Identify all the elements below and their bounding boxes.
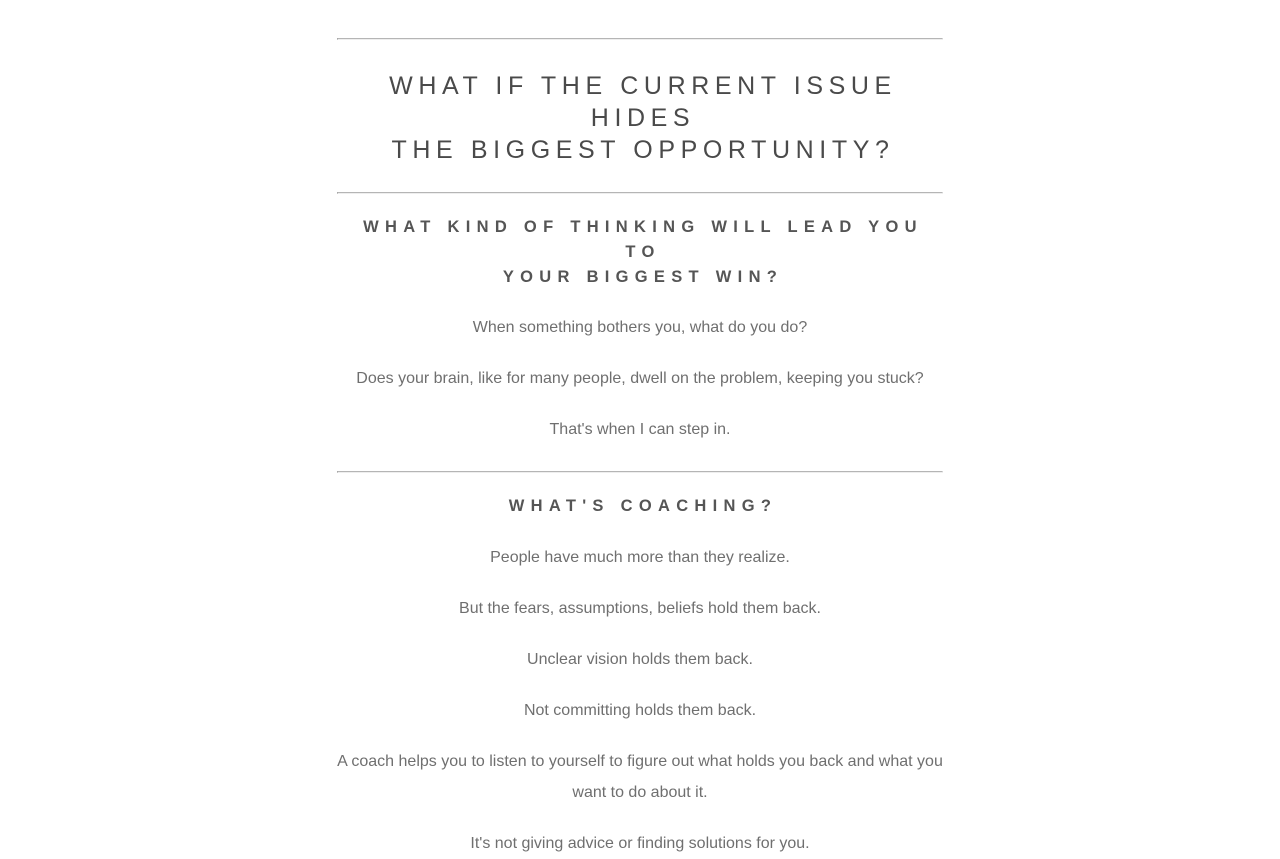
paragraph: Unclear vision holds them back. [527,651,753,668]
section-coaching [337,494,943,859]
divider-hero [337,192,943,194]
paragraph: It's not giving advice or finding solutions for you. [470,835,810,852]
hero-title [337,70,943,166]
content-column [337,0,943,859]
section-coaching-title: WHAT'S COACHING? [508,497,778,515]
section-thinking-title-line-2: YOUR BIGGEST WIN? [502,268,784,286]
section-thinking-title-line-1: WHAT KIND OF THINKING WILL LEAD YOU TO [363,218,923,261]
paragraph: When something bothers you, what do you do? [472,319,808,336]
hero-title-line-1: WHAT IF THE CURRENT ISSUE HIDES [389,72,897,132]
paragraph: Not committing holds them back. [523,702,757,719]
hero-title-line-2: THE BIGGEST OPPORTUNITY? [391,136,895,164]
paragraph: People have much more than they realize. [490,549,790,566]
divider-top [337,38,943,40]
divider-section [337,471,943,473]
paragraph: Does your brain, like for many people, dwell on the problem, keeping you stuck? [356,370,924,387]
paragraph: A coach helps you to listen to yourself to figure out what holds you back and what you want to do about it. [337,753,943,801]
section-thinking-title [337,215,943,290]
paragraph: But the fears, assumptions, beliefs hold them back. [459,600,821,617]
section-thinking [337,215,943,445]
paragraph: That's when I can step in. [549,421,731,438]
